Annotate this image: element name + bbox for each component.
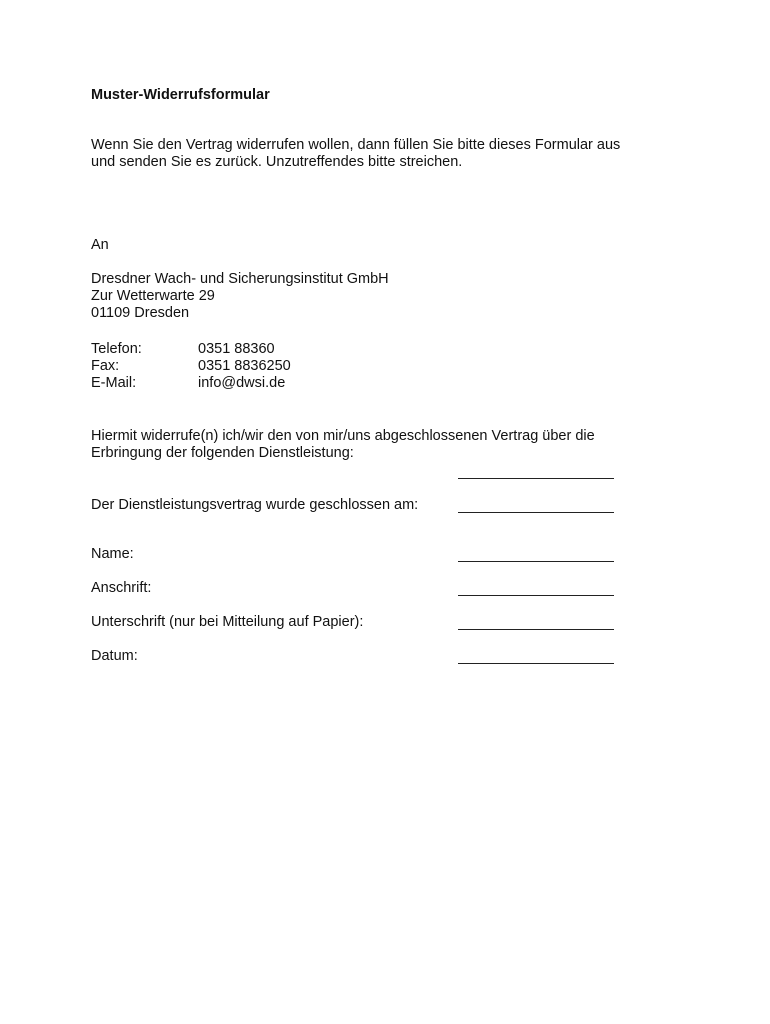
intro-line: Wenn Sie den Vertrag widerrufen wollen, dann füllen Sie bitte dieses Formular aus	[91, 137, 621, 153]
contact-row-fax	[91, 358, 291, 375]
contact-label: Telefon:	[91, 341, 142, 357]
contact-row-email	[91, 375, 291, 392]
recipient-address	[91, 271, 389, 322]
company-name: Dresdner Wach- und Sicherungsinstitut GmbH	[91, 271, 389, 287]
contact-value: info@dwsi.de	[198, 375, 286, 391]
signature-label: Unterschrift (nur bei Mitteilung auf Papier):	[91, 614, 364, 630]
service-field-line[interactable]	[458, 478, 614, 479]
date-label: Datum:	[91, 648, 138, 664]
contact-value: 0351 88360	[198, 341, 275, 357]
declaration-line: Hiermit widerrufe(n) ich/wir den von mir/uns abgeschlossenen Vertrag über die	[91, 428, 595, 444]
form-title: Muster-Widerrufsformular	[91, 87, 270, 103]
contact-value: 0351 8836250	[198, 358, 291, 374]
contact-label: E-Mail:	[91, 375, 137, 391]
recipient-salutation: An	[91, 237, 109, 253]
date-field-line[interactable]	[458, 663, 614, 664]
street-address: Zur Wetterwarte 29	[91, 288, 215, 304]
contact-label: Fax:	[91, 358, 120, 374]
address-field-line[interactable]	[458, 595, 614, 596]
name-field-line[interactable]	[458, 561, 614, 562]
name-label: Name:	[91, 546, 134, 562]
intro-line: und senden Sie es zurück. Unzutreffendes bitte streichen.	[91, 154, 463, 170]
city-postcode: 01109 Dresden	[91, 305, 190, 321]
contact-block	[91, 341, 291, 392]
declaration-line: Erbringung der folgenden Dienstleistung:	[91, 445, 354, 461]
contract-date-field-line[interactable]	[458, 512, 614, 513]
declaration-paragraph	[91, 428, 595, 462]
signature-field-line[interactable]	[458, 629, 614, 630]
contract-date-label: Der Dienstleistungsvertrag wurde geschlossen am:	[91, 497, 419, 513]
contact-row-phone	[91, 341, 291, 358]
address-label: Anschrift:	[91, 580, 152, 596]
intro-paragraph	[91, 137, 620, 171]
